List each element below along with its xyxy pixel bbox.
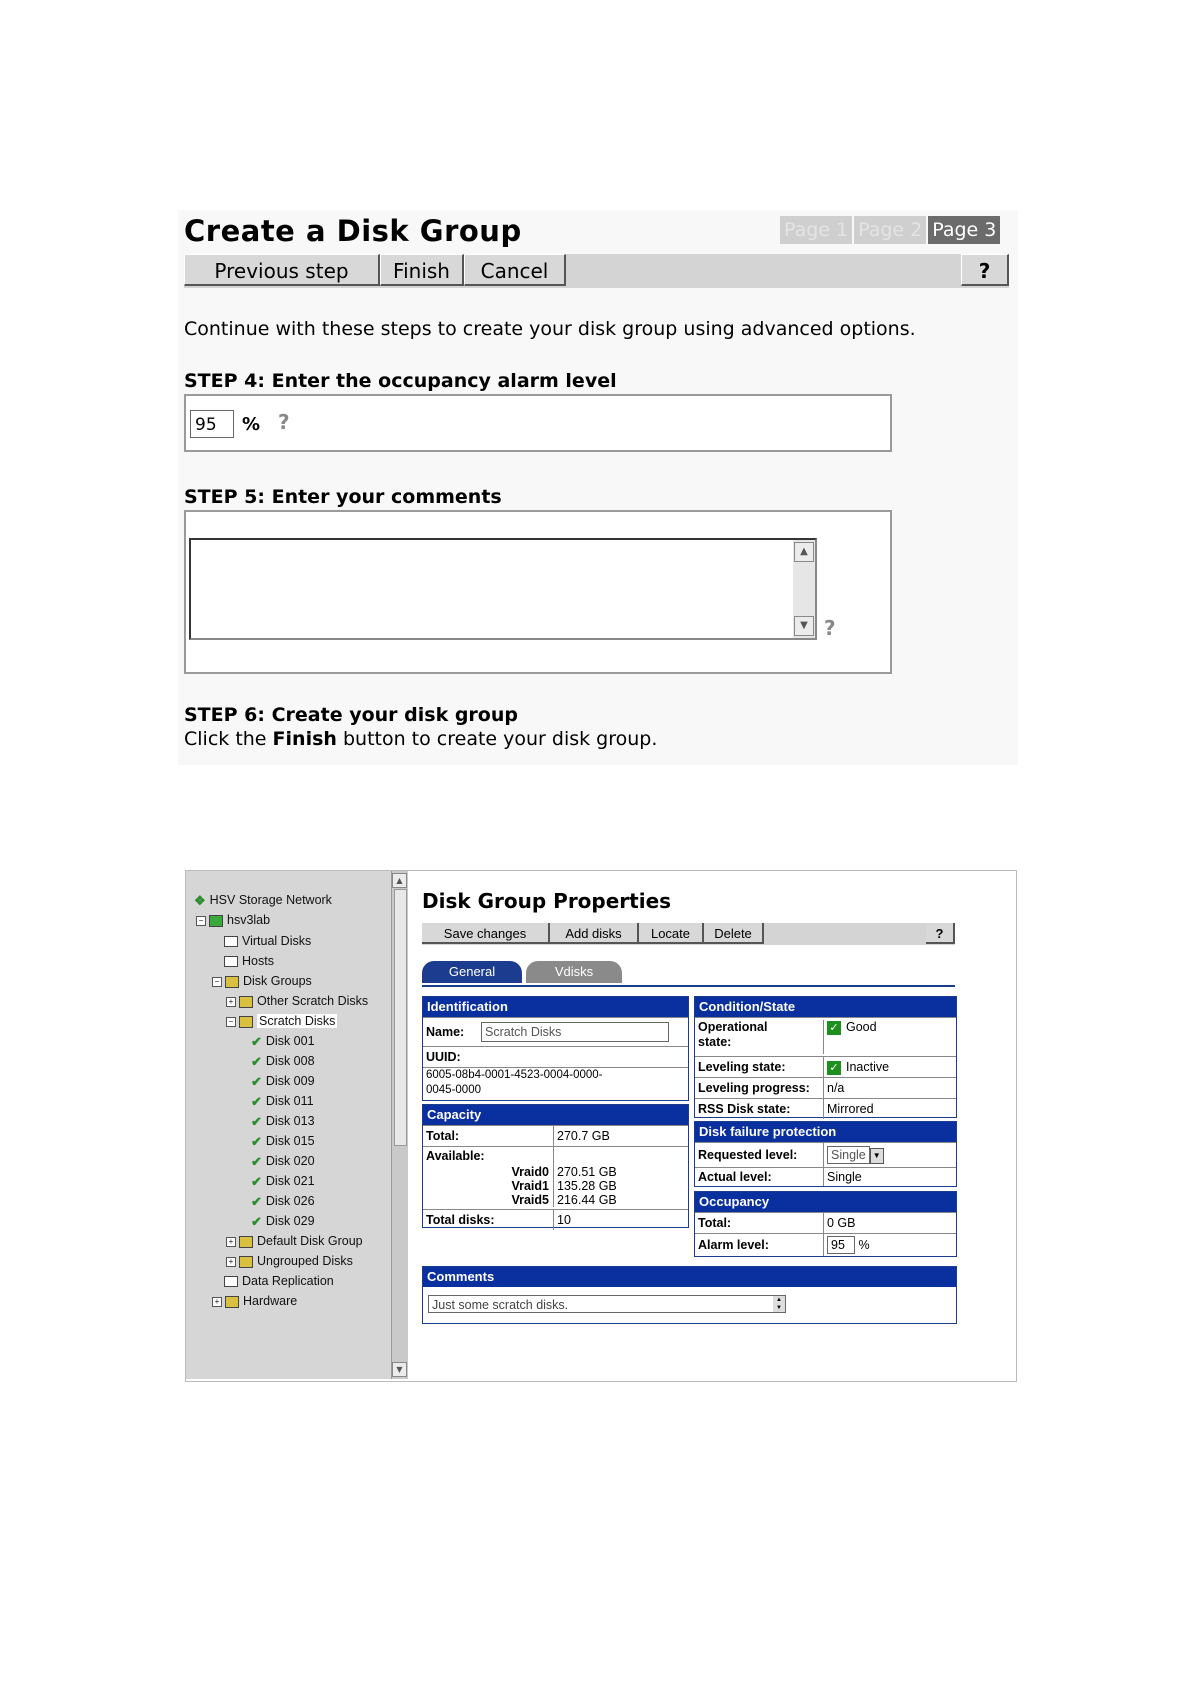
tree-item-disk[interactable]: [251, 1192, 315, 1210]
expand-icon[interactable]: +: [226, 1237, 236, 1247]
ungrouped-folder-icon: [239, 1256, 253, 1268]
cancel-button[interactable]: Cancel: [464, 254, 566, 286]
tree-label: Other Scratch Disks: [257, 994, 369, 1008]
tree-item-disk[interactable]: [251, 1112, 315, 1130]
step4-box: [184, 394, 892, 452]
alarm-level-input[interactable]: 95: [827, 1236, 855, 1254]
expand-icon[interactable]: +: [226, 997, 236, 1007]
tree-label: Disk 013: [265, 1114, 315, 1128]
folder-icon: [224, 936, 238, 947]
vraid-values: [553, 1147, 617, 1207]
tree-label: Disk 020: [265, 1154, 315, 1168]
vraid0-value: 270.51 GB: [557, 1165, 617, 1179]
tree-label: Data Replication: [242, 1274, 334, 1288]
tree-label: Disk 001: [265, 1034, 315, 1048]
scroll-up-arrow-icon[interactable]: ▲: [392, 873, 407, 888]
vraid1-label: Vraid1: [511, 1179, 549, 1193]
percent-unit: %: [242, 414, 261, 435]
scroll-down-arrow-icon[interactable]: ▼: [794, 616, 814, 636]
disk-icon: ✔: [251, 1113, 262, 1129]
page-indicator: [778, 216, 1000, 244]
name-row: [423, 1017, 688, 1046]
field-label: Total disks:: [426, 1213, 495, 1227]
disk-group-icon: [239, 1236, 253, 1248]
page-tab-1[interactable]: Page 1: [780, 216, 852, 244]
requested-level-row: [695, 1142, 956, 1167]
field-label: Leveling state:: [698, 1060, 786, 1074]
scroll-down-arrow-icon[interactable]: ▼: [392, 1362, 407, 1377]
rss-state-row: [695, 1098, 956, 1119]
tree-item-disk[interactable]: [251, 1072, 315, 1090]
comments-textarea[interactable]: [189, 538, 817, 640]
tree-item-data-replication[interactable]: [224, 1272, 334, 1290]
tree-label: Disk Groups: [243, 974, 312, 988]
step5-box: [184, 510, 892, 674]
tab-vdisks[interactable]: Vdisks: [526, 961, 622, 983]
tree-label: Scratch Disks: [259, 1014, 336, 1028]
save-changes-button[interactable]: Save changes: [422, 923, 550, 944]
tree-label: Default Disk Group: [257, 1234, 363, 1248]
navigation-tree: [186, 871, 406, 1379]
section-heading: Capacity: [423, 1105, 688, 1125]
disk-icon: ✔: [251, 1093, 262, 1109]
tree-item-disk-groups[interactable]: [212, 972, 312, 990]
field-label: Available:: [426, 1149, 485, 1163]
network-icon: ❖: [194, 892, 206, 908]
tree-label: Disk 021: [265, 1174, 315, 1188]
tree-item-root[interactable]: [194, 891, 332, 909]
locate-button[interactable]: Locate: [639, 923, 704, 944]
page-tab-2[interactable]: Page 2: [854, 216, 926, 244]
tree-label: Disk 015: [265, 1134, 315, 1148]
section-heading: Identification: [423, 997, 688, 1017]
alarm-level-field: [823, 1234, 870, 1256]
field-label: Requested level:: [698, 1148, 798, 1162]
help-question-icon[interactable]: ?: [824, 616, 836, 640]
tree-item-system[interactable]: [196, 911, 270, 929]
field-label: Actual level:: [698, 1170, 772, 1184]
disk-failure-protection-section: [694, 1121, 957, 1187]
wizard-toolbar: [184, 254, 1009, 288]
operational-state-value: [823, 1020, 877, 1054]
occupancy-total-value: 0 GB: [823, 1213, 856, 1233]
scroll-thumb[interactable]: [394, 889, 407, 1146]
spin-arrows-icon[interactable]: ▲ ▼: [773, 1296, 785, 1312]
step6-instructions: [184, 728, 657, 750]
uuid-value-line: 0045-0000: [426, 1084, 481, 1096]
vraid5-value: 216.44 GB: [557, 1193, 617, 1207]
expand-icon[interactable]: +: [226, 1257, 236, 1267]
tree-item-disk[interactable]: [251, 1152, 315, 1170]
tree-label: Virtual Disks: [242, 934, 312, 948]
field-label: state:: [698, 1035, 732, 1049]
dropdown-arrow-icon[interactable]: ▼: [870, 1148, 884, 1164]
leveling-state-row: [695, 1056, 956, 1077]
hardware-folder-icon: [225, 1296, 239, 1308]
step6-text-start: Click the: [184, 728, 273, 750]
finish-button[interactable]: Finish: [380, 254, 464, 286]
check-icon: ✓: [827, 1061, 841, 1075]
alarm-level-input[interactable]: 95: [190, 410, 234, 438]
select-value[interactable]: Single: [827, 1146, 870, 1164]
disk-group-folder-icon: [225, 976, 239, 988]
section-heading: Comments: [423, 1267, 956, 1287]
uuid-value: [423, 1067, 688, 1098]
disk-icon: ✔: [251, 1153, 262, 1169]
condition-section: [694, 996, 957, 1118]
occupancy-total-row: [695, 1212, 956, 1233]
status-text: Good: [846, 1020, 877, 1034]
disk-group-icon: [239, 996, 253, 1008]
tree-label: hsv3lab: [227, 913, 271, 927]
check-icon: ✓: [827, 1021, 841, 1035]
actual-level-value: Single: [823, 1168, 862, 1186]
properties-tabs: [422, 961, 955, 987]
comments-input[interactable]: Just some scratch disks.: [428, 1295, 786, 1313]
vraid5-label: Vraid5: [511, 1193, 549, 1207]
collapse-icon[interactable]: −: [226, 1017, 236, 1027]
tree-label: Ungrouped Disks: [257, 1254, 353, 1268]
uuid-value-line: 6005-08b4-0001-4523-0004-0000-: [426, 1069, 603, 1081]
tree-item-disk[interactable]: [251, 1092, 314, 1110]
create-disk-group-wizard: [178, 210, 1018, 765]
step5-heading: STEP 5: Enter your comments: [184, 486, 502, 508]
tab-general[interactable]: General: [422, 961, 522, 983]
field-label: Total:: [426, 1129, 460, 1143]
tree-item-disk[interactable]: [251, 1032, 315, 1050]
step6-text-bold: Finish: [272, 728, 337, 750]
field-label: RSS Disk state:: [698, 1102, 791, 1116]
vraid0-label: Vraid0: [511, 1165, 549, 1179]
folder-icon: [224, 956, 238, 967]
step6-text-end: button to create your disk group.: [336, 728, 658, 750]
disk-icon: ✔: [251, 1053, 262, 1069]
tree-label: Hosts: [242, 954, 274, 968]
add-disks-button[interactable]: Add disks: [550, 923, 639, 944]
tree-item-default-group[interactable]: [226, 1232, 363, 1250]
operational-state-row: [695, 1017, 956, 1056]
tree-label: Disk 026: [265, 1194, 315, 1208]
section-heading: Disk failure protection: [695, 1122, 956, 1142]
tree-label: Disk 009: [265, 1074, 315, 1088]
field-label: Alarm level:: [698, 1238, 769, 1252]
total-disks-row: [423, 1209, 688, 1230]
system-icon: [209, 915, 223, 927]
folder-icon: [224, 1276, 238, 1287]
leveling-state-value: [823, 1057, 889, 1077]
capacity-total-value: 270.7 GB: [553, 1126, 610, 1146]
page-tab-3[interactable]: Page 3: [928, 216, 1000, 244]
wizard-intro-text: Continue with these steps to create your disk group using advanced options.: [184, 318, 916, 340]
capacity-section: [422, 1104, 689, 1228]
tree-item-other-scratch[interactable]: [226, 992, 368, 1010]
step4-heading: STEP 4: Enter the occupancy alarm level: [184, 370, 617, 392]
capacity-total-row: [423, 1125, 688, 1146]
tree-label: Hardware: [243, 1294, 298, 1308]
page-title: Disk Group Properties: [422, 889, 672, 913]
disk-group-icon: [239, 1016, 253, 1028]
help-button[interactable]: ?: [961, 254, 1009, 286]
field-label: Name:: [426, 1025, 465, 1039]
disk-icon: ✔: [251, 1193, 262, 1209]
vraid1-value: 135.28 GB: [557, 1179, 617, 1193]
expand-icon[interactable]: +: [212, 1297, 222, 1307]
scroll-up-arrow-icon[interactable]: ▲: [794, 542, 814, 562]
delete-button[interactable]: Delete: [704, 923, 764, 944]
wizard-title: Create a Disk Group: [184, 214, 522, 248]
leveling-progress-value: n/a: [823, 1078, 844, 1098]
status-text: Inactive: [846, 1060, 890, 1074]
tree-item-disk[interactable]: [251, 1212, 315, 1230]
alarm-level-row: [695, 1233, 956, 1256]
field-label: Total:: [698, 1216, 732, 1230]
tree-label: HSV Storage Network: [209, 893, 332, 907]
help-question-icon[interactable]: ?: [278, 410, 290, 434]
uuid-label-row: [423, 1046, 688, 1067]
previous-step-button[interactable]: Previous step: [184, 254, 380, 286]
tree-item-disk[interactable]: [251, 1132, 315, 1150]
tree-label: Disk 029: [265, 1214, 315, 1228]
field-label: Operational: [698, 1020, 768, 1034]
identification-section: [422, 996, 689, 1101]
requested-level-select[interactable]: [823, 1143, 884, 1167]
disk-icon: ✔: [251, 1133, 262, 1149]
tree-item-hosts[interactable]: [224, 952, 274, 970]
tree-scrollbar[interactable]: [391, 871, 408, 1379]
tree-label: Disk 008: [265, 1054, 315, 1068]
occupancy-section: [694, 1191, 957, 1257]
disk-icon: ✔: [251, 1213, 262, 1229]
help-button[interactable]: ?: [926, 923, 955, 944]
collapse-icon[interactable]: −: [212, 977, 222, 987]
tree-label: Disk 011: [265, 1094, 314, 1108]
comments-section: [422, 1266, 957, 1324]
tree-item-disk[interactable]: [251, 1172, 315, 1190]
collapse-icon[interactable]: −: [196, 916, 206, 926]
disk-icon: ✔: [251, 1173, 262, 1189]
section-heading: Condition/State: [695, 997, 956, 1017]
tree-item-virtual-disks[interactable]: [224, 932, 311, 950]
field-label: Leveling progress:: [698, 1081, 810, 1095]
rss-state-value: Mirrored: [823, 1099, 874, 1119]
leveling-progress-row: [695, 1077, 956, 1098]
field-label: UUID:: [426, 1050, 461, 1064]
properties-toolbar: [422, 923, 955, 945]
disk-icon: ✔: [251, 1033, 262, 1049]
step6-heading: STEP 6: Create your disk group: [184, 704, 518, 726]
total-disks-value: 10: [553, 1210, 571, 1230]
tree-item-disk[interactable]: [251, 1052, 315, 1070]
percent-unit: %: [858, 1238, 870, 1252]
available-row: [423, 1146, 688, 1209]
actual-level-row: [695, 1167, 956, 1186]
tree-item-hardware[interactable]: [212, 1292, 297, 1310]
tree-item-ungrouped[interactable]: [226, 1252, 353, 1270]
disk-group-properties-window: [185, 870, 1017, 1382]
disk-icon: ✔: [251, 1073, 262, 1089]
vraid-labels: [499, 1165, 549, 1207]
textarea-scrollbar[interactable]: [793, 540, 815, 638]
section-heading: Occupancy: [695, 1192, 956, 1212]
tree-item-scratch-disks[interactable]: [226, 1012, 337, 1030]
name-input[interactable]: Scratch Disks: [481, 1022, 669, 1042]
